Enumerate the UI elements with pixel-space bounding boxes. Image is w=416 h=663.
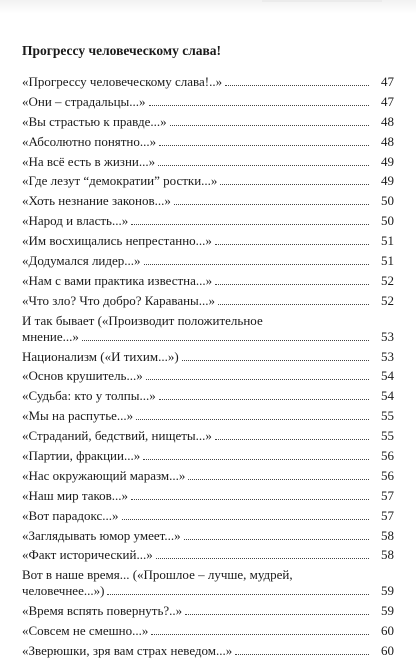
toc-entry-row — [22, 114, 372, 130]
toc-entry — [20, 173, 396, 189]
toc-entry-title: «Заглядывать юмор умеет...» — [22, 527, 181, 543]
toc-entry-title: «Мы на распутье...» — [22, 408, 134, 424]
toc-list — [20, 74, 396, 659]
dot-leader — [149, 105, 369, 106]
toc-entry — [20, 388, 396, 404]
toc-entry-row — [22, 173, 372, 189]
toc-entry — [20, 233, 396, 249]
toc-entry-title: мнение...» — [22, 328, 79, 344]
dot-leader — [215, 439, 369, 440]
toc-entry-page-number: 51 — [381, 253, 394, 269]
dot-leader — [151, 634, 369, 635]
toc-entry-title: «Наш мир таков...» — [22, 487, 129, 503]
toc-entry — [20, 313, 396, 345]
dot-leader — [215, 244, 369, 245]
toc-entry-title: «Они – страдальцы...» — [22, 93, 146, 109]
toc-entry-row — [22, 293, 372, 309]
toc-entry-title: Национализм («И тихим...») — [22, 348, 179, 364]
toc-entry — [20, 408, 396, 424]
toc-entry-page-number: 49 — [381, 173, 394, 189]
dot-leader — [82, 340, 369, 341]
toc-entry-title: «На всё есть в жизни...» — [22, 153, 156, 169]
toc-entry-page-number: 52 — [381, 292, 394, 308]
dot-leader — [122, 519, 369, 520]
toc-entry-row — [22, 74, 372, 90]
toc-entry-title: «Совсем не смешно...» — [22, 623, 149, 639]
table-of-contents-page — [20, 42, 396, 663]
toc-entry — [20, 154, 396, 170]
toc-entry-row — [22, 233, 372, 249]
toc-entry — [20, 349, 396, 365]
toc-entry-row — [22, 253, 372, 269]
toc-entry-page-number: 50 — [381, 193, 394, 209]
toc-entry-page-number: 47 — [381, 93, 394, 109]
toc-entry-title: «Додумался лидер...» — [22, 253, 141, 269]
toc-entry-page-number: 56 — [381, 448, 394, 464]
dot-leader — [215, 284, 369, 285]
toc-entry-page-number: 48 — [381, 113, 394, 129]
toc-entry — [20, 603, 396, 619]
toc-entry — [20, 547, 396, 563]
toc-entry-title: «Вот парадокс...» — [22, 507, 119, 523]
dot-leader — [143, 459, 369, 460]
toc-entry-row — [22, 134, 372, 150]
faded-header-trace — [262, 0, 382, 12]
toc-entry-title: «Нам с вами практика известна...» — [22, 272, 213, 288]
toc-entry — [20, 643, 396, 659]
toc-entry-title-line1: И так бывает («Производит положительное — [22, 312, 263, 328]
toc-entry-title: «Вы страстью к правде...» — [22, 113, 167, 129]
dot-leader — [146, 379, 369, 380]
toc-entry — [20, 468, 396, 484]
toc-entry-title: человечнее...») — [22, 583, 105, 599]
toc-entry-title: «Абсолютно понятно...» — [22, 133, 157, 149]
toc-entry-page-number: 58 — [381, 527, 394, 543]
dot-leader — [170, 125, 369, 126]
toc-entry-page-number: 59 — [381, 603, 394, 619]
toc-entry-row — [22, 193, 372, 209]
dot-leader — [131, 224, 369, 225]
toc-entry-page-number: 57 — [381, 487, 394, 503]
toc-entry-page-number: 58 — [381, 547, 394, 563]
toc-entry-row — [22, 154, 372, 170]
toc-entry-page-number: 53 — [381, 328, 394, 344]
toc-entry-row — [22, 368, 372, 384]
dot-leader — [159, 399, 369, 400]
toc-entry-page-number: 56 — [381, 467, 394, 483]
toc-entry-page-number: 55 — [381, 408, 394, 424]
toc-entry — [20, 528, 396, 544]
toc-entry-title: «Страданий, бедствий, нищеты...» — [22, 428, 212, 444]
toc-entry-page-number: 59 — [381, 583, 394, 599]
toc-entry-title: «Нас окружающий маразм...» — [22, 467, 186, 483]
toc-entry — [20, 508, 396, 524]
toc-entry-row — [22, 508, 372, 524]
dot-leader — [107, 594, 369, 595]
toc-entry — [20, 623, 396, 639]
toc-entry — [20, 74, 396, 90]
toc-entry-row — [22, 488, 372, 504]
toc-entry-row — [22, 603, 372, 619]
toc-entry — [20, 293, 396, 309]
dot-leader — [220, 184, 369, 185]
section-heading: Прогрессу человеческому слава! — [22, 43, 222, 58]
toc-entry-title: «Где лезут “демократии” ростки...» — [22, 173, 218, 189]
dot-leader — [235, 654, 369, 655]
toc-entry — [20, 253, 396, 269]
toc-entry-row — [22, 643, 372, 659]
toc-entry-title-line1: Вот в наше время... («Прошлое – лучше, мудрей, — [22, 567, 293, 583]
toc-entry-title: «Им восхищались непрестанно...» — [22, 233, 212, 249]
toc-entry-row — [22, 213, 372, 229]
toc-entry-page-number: 49 — [381, 153, 394, 169]
toc-entry-row — [22, 547, 372, 563]
dot-leader — [218, 304, 369, 305]
toc-entry — [20, 368, 396, 384]
toc-entry — [20, 488, 396, 504]
toc-entry-page-number: 47 — [381, 74, 394, 89]
toc-entry-row — [22, 583, 372, 599]
dot-leader — [156, 558, 369, 559]
toc-entry-row — [22, 428, 372, 444]
toc-entry-page-number: 60 — [381, 623, 394, 639]
toc-entry — [20, 134, 396, 150]
toc-entry-title: «Партии, фракции...» — [22, 448, 141, 464]
toc-entry-page-number: 54 — [381, 368, 394, 384]
previous-page-edge — [0, 0, 416, 14]
dot-leader — [174, 204, 369, 205]
toc-entry-row — [22, 94, 372, 110]
dot-leader — [185, 614, 369, 615]
toc-entry-row — [22, 388, 372, 404]
dot-leader — [159, 145, 369, 146]
toc-entry-title: «Время вспять повернуть?..» — [22, 603, 183, 619]
toc-entry-title: «Прогрессу человеческому слава!..» — [22, 74, 223, 89]
dot-leader — [225, 85, 369, 86]
toc-entry — [20, 567, 396, 599]
toc-entry-row — [22, 273, 372, 289]
toc-entry-page-number: 50 — [381, 213, 394, 229]
toc-entry-title: «Судьба: кто у толпы...» — [22, 388, 156, 404]
toc-entry-row — [22, 349, 372, 365]
dot-leader — [136, 419, 369, 420]
toc-entry-title: «Народ и власть...» — [22, 213, 129, 229]
toc-entry — [20, 193, 396, 209]
toc-entry-row — [22, 329, 372, 345]
dot-leader — [144, 264, 369, 265]
dot-leader — [158, 165, 369, 166]
toc-entry-page-number: 54 — [381, 388, 394, 404]
toc-entry-row — [22, 528, 372, 544]
dot-leader — [184, 539, 369, 540]
toc-entry-page-number: 60 — [381, 643, 394, 659]
toc-entry — [20, 428, 396, 444]
toc-entry-page-number: 52 — [381, 272, 394, 288]
toc-entry-page-number: 57 — [381, 507, 394, 523]
toc-entry — [20, 94, 396, 110]
toc-entry-title: «Зверюшки, зря вам страх неведом...» — [22, 643, 233, 659]
toc-entry — [20, 448, 396, 464]
toc-entry-row — [22, 468, 372, 484]
toc-entry-row — [22, 448, 372, 464]
toc-entry — [20, 114, 396, 130]
dot-leader — [188, 479, 369, 480]
toc-entry-title: «Основ крушитель...» — [22, 368, 143, 384]
toc-entry-page-number: 48 — [381, 133, 394, 149]
toc-entry — [20, 273, 396, 289]
dot-leader — [182, 360, 369, 361]
toc-entry-row — [22, 408, 372, 424]
toc-entry-title: «Что зло? Что добро? Караваны...» — [22, 292, 216, 308]
toc-entry — [20, 213, 396, 229]
toc-entry-title: «Факт исторический...» — [22, 547, 153, 563]
toc-entry-page-number: 51 — [381, 233, 394, 249]
toc-entry-title: «Хоть незнание законов...» — [22, 193, 171, 209]
toc-entry-page-number: 55 — [381, 428, 394, 444]
toc-entry-row — [22, 623, 372, 639]
dot-leader — [131, 499, 369, 500]
toc-entry-page-number: 53 — [381, 348, 394, 364]
